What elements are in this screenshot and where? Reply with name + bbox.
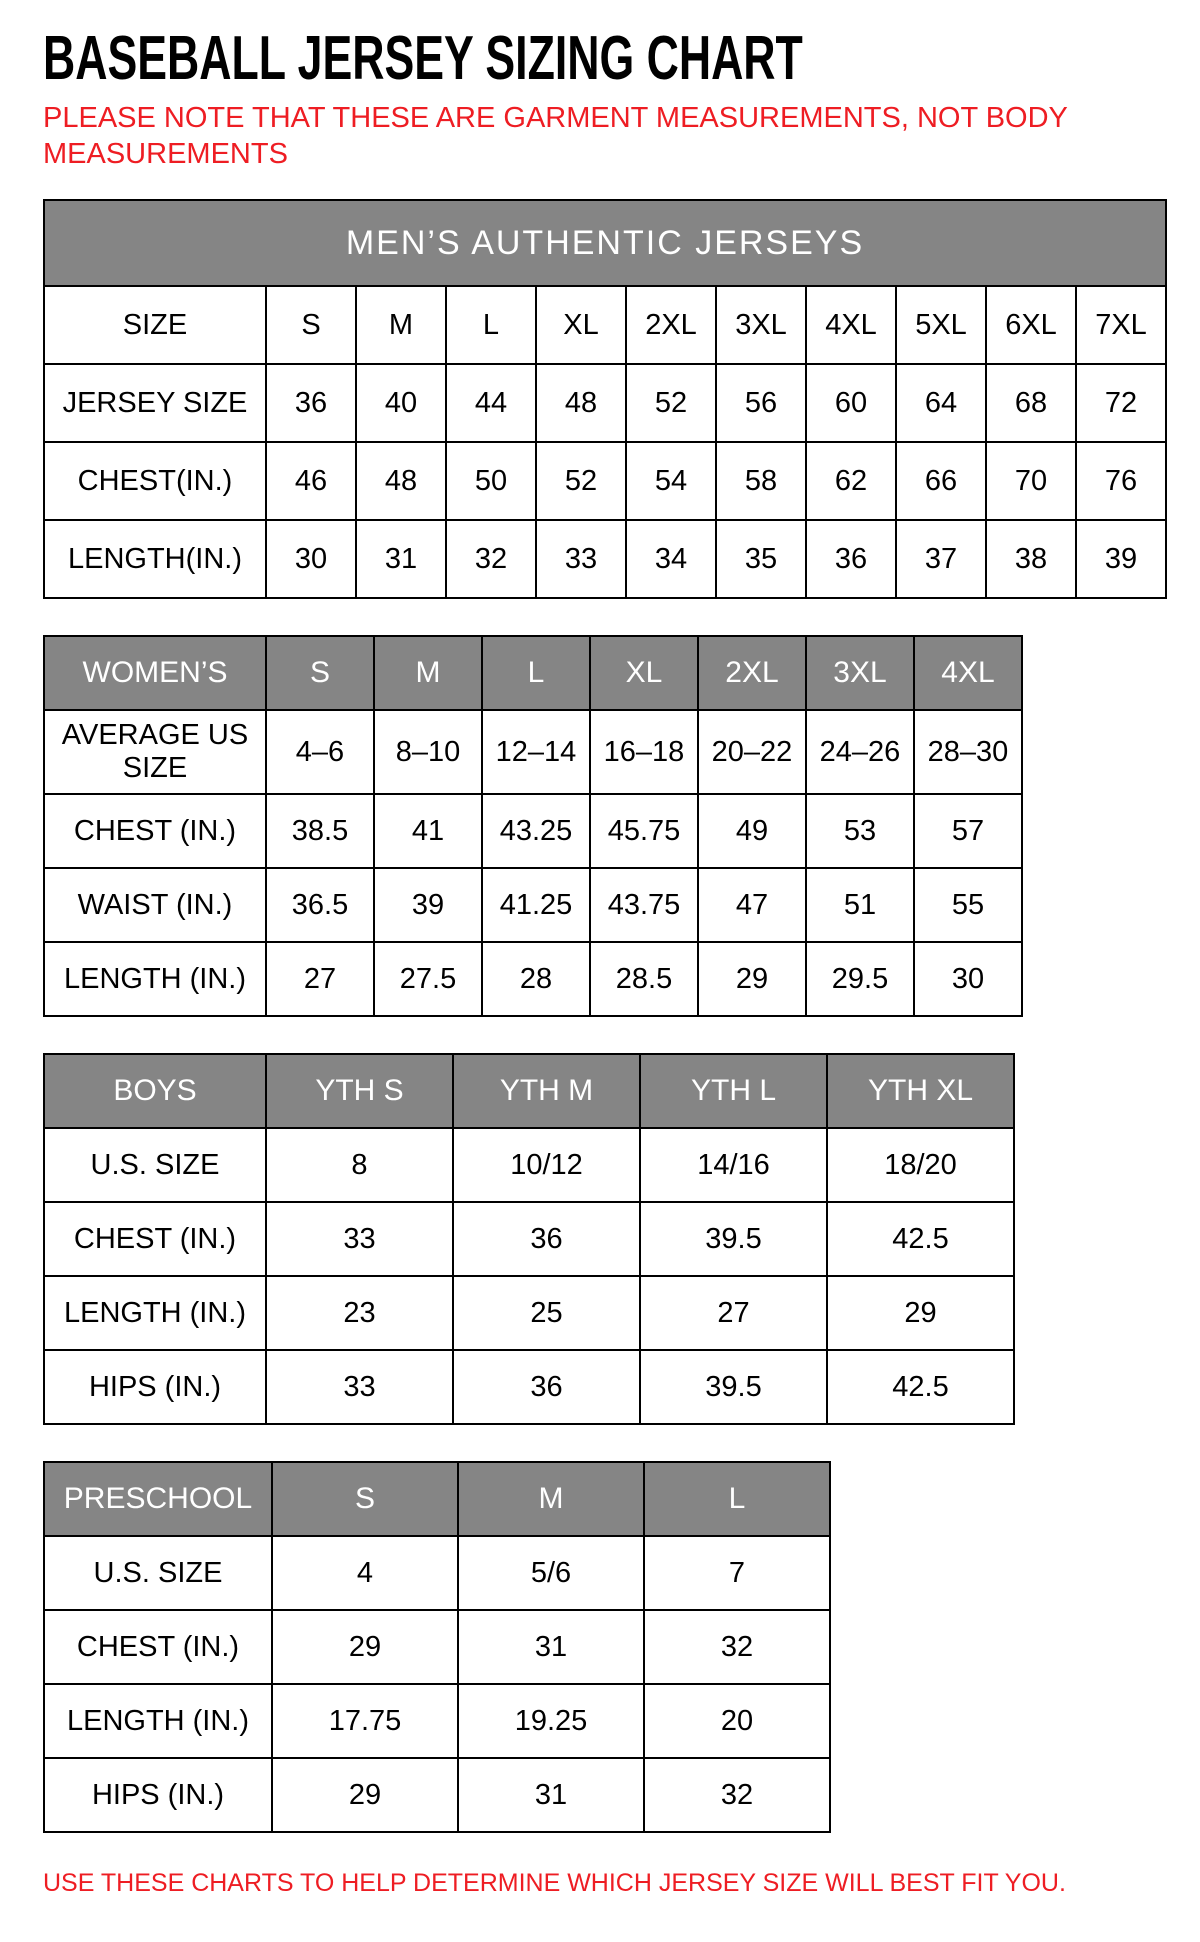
- table-banner: MEN’S AUTHENTIC JERSEYS: [44, 200, 1166, 286]
- cell-value: L: [446, 286, 536, 364]
- cell-value: 29: [272, 1610, 458, 1684]
- cell-value: 36: [453, 1350, 640, 1424]
- cell-value: 48: [356, 442, 446, 520]
- cell-value: 27.5: [374, 942, 482, 1016]
- cell-value: 29: [272, 1758, 458, 1832]
- cell-value: 31: [356, 520, 446, 598]
- size-table-mens: [43, 199, 1167, 599]
- column-header: S: [272, 1462, 458, 1536]
- row-label: CHEST (IN.): [44, 794, 266, 868]
- cell-value: 36: [453, 1202, 640, 1276]
- cell-value: 29: [698, 942, 806, 1016]
- cell-value: 31: [458, 1610, 644, 1684]
- row-label: U.S. SIZE: [44, 1128, 266, 1202]
- table-title-cell: BOYS: [44, 1054, 266, 1128]
- cell-value: 34: [626, 520, 716, 598]
- row-label: AVERAGE US SIZE: [44, 710, 266, 794]
- row-label: WAIST (IN.): [44, 868, 266, 942]
- cell-value: 72: [1076, 364, 1166, 442]
- column-header: L: [644, 1462, 830, 1536]
- cell-value: 70: [986, 442, 1076, 520]
- cell-value: 24–26: [806, 710, 914, 794]
- cell-value: 46: [266, 442, 356, 520]
- cell-value: 12–14: [482, 710, 590, 794]
- cell-value: 40: [356, 364, 446, 442]
- cell-value: 50: [446, 442, 536, 520]
- cell-value: 39.5: [640, 1202, 827, 1276]
- garment-measurements-note: PLEASE NOTE THAT THESE ARE GARMENT MEASUREMENTS, NOT BODY MEASUREMENTS: [43, 102, 1068, 171]
- column-header: XL: [590, 636, 698, 710]
- row-label: SIZE: [44, 286, 266, 364]
- cell-value: 45.75: [590, 794, 698, 868]
- cell-value: 20–22: [698, 710, 806, 794]
- cell-value: 43.25: [482, 794, 590, 868]
- table-row: [44, 1128, 1014, 1202]
- cell-value: 33: [266, 1350, 453, 1424]
- cell-value: 31: [458, 1758, 644, 1832]
- cell-value: 52: [536, 442, 626, 520]
- cell-value: 36: [266, 364, 356, 442]
- cell-value: 33: [266, 1202, 453, 1276]
- cell-value: 38: [986, 520, 1076, 598]
- column-header: 3XL: [806, 636, 914, 710]
- row-label: LENGTH (IN.): [44, 1276, 266, 1350]
- page-title: BASEBALL JERSEY SIZING CHART: [43, 24, 803, 93]
- cell-value: 66: [896, 442, 986, 520]
- column-header: YTH S: [266, 1054, 453, 1128]
- cell-value: 8–10: [374, 710, 482, 794]
- cell-value: 57: [914, 794, 1022, 868]
- column-header: 4XL: [914, 636, 1022, 710]
- cell-value: 33: [536, 520, 626, 598]
- row-label: CHEST (IN.): [44, 1202, 266, 1276]
- cell-value: 20: [644, 1684, 830, 1758]
- cell-value: 5/6: [458, 1536, 644, 1610]
- table-title-cell: WOMEN’S: [44, 636, 266, 710]
- cell-value: 41.25: [482, 868, 590, 942]
- table-header-row: [44, 1462, 830, 1536]
- cell-value: 55: [914, 868, 1022, 942]
- cell-value: 56: [716, 364, 806, 442]
- cell-value: S: [266, 286, 356, 364]
- cell-value: 39: [374, 868, 482, 942]
- row-label: LENGTH(IN.): [44, 520, 266, 598]
- cell-value: 49: [698, 794, 806, 868]
- cell-value: 43.75: [590, 868, 698, 942]
- cell-value: 48: [536, 364, 626, 442]
- cell-value: 6XL: [986, 286, 1076, 364]
- cell-value: 30: [266, 520, 356, 598]
- table-row: [44, 1202, 1014, 1276]
- cell-value: 28: [482, 942, 590, 1016]
- table-header-row: [44, 1054, 1014, 1128]
- cell-value: 10/12: [453, 1128, 640, 1202]
- table-row: [44, 364, 1166, 442]
- cell-value: 25: [453, 1276, 640, 1350]
- column-header: YTH M: [453, 1054, 640, 1128]
- cell-value: 42.5: [827, 1202, 1014, 1276]
- cell-value: 17.75: [272, 1684, 458, 1758]
- column-header: M: [458, 1462, 644, 1536]
- cell-value: 37: [896, 520, 986, 598]
- row-label: U.S. SIZE: [44, 1536, 272, 1610]
- table-row: [44, 1684, 830, 1758]
- cell-value: 47: [698, 868, 806, 942]
- cell-value: 3XL: [716, 286, 806, 364]
- cell-value: 44: [446, 364, 536, 442]
- cell-value: 36: [806, 520, 896, 598]
- cell-value: 8: [266, 1128, 453, 1202]
- row-label: JERSEY SIZE: [44, 364, 266, 442]
- cell-value: 16–18: [590, 710, 698, 794]
- size-tables-container: [43, 199, 1172, 1833]
- cell-value: 4: [272, 1536, 458, 1610]
- table-banner-row: [44, 200, 1166, 286]
- cell-value: 32: [644, 1610, 830, 1684]
- cell-value: 18/20: [827, 1128, 1014, 1202]
- cell-value: 27: [640, 1276, 827, 1350]
- column-header: M: [374, 636, 482, 710]
- cell-value: 36.5: [266, 868, 374, 942]
- cell-value: 32: [644, 1758, 830, 1832]
- table-row: [44, 868, 1022, 942]
- table-row: [44, 520, 1166, 598]
- table-row: [44, 286, 1166, 364]
- footer-note: USE THESE CHARTS TO HELP DETERMINE WHICH JERSEY SIZE WILL BEST FIT YOU.: [43, 1869, 1066, 1897]
- row-label: LENGTH (IN.): [44, 942, 266, 1016]
- cell-value: 4–6: [266, 710, 374, 794]
- cell-value: 27: [266, 942, 374, 1016]
- column-header: 2XL: [698, 636, 806, 710]
- row-label: LENGTH (IN.): [44, 1684, 272, 1758]
- cell-value: 30: [914, 942, 1022, 1016]
- cell-value: 41: [374, 794, 482, 868]
- cell-value: 52: [626, 364, 716, 442]
- cell-value: 4XL: [806, 286, 896, 364]
- cell-value: 29.5: [806, 942, 914, 1016]
- table-row: [44, 1536, 830, 1610]
- cell-value: 35: [716, 520, 806, 598]
- cell-value: 53: [806, 794, 914, 868]
- size-table-womens: [43, 635, 1023, 1017]
- row-label: HIPS (IN.): [44, 1758, 272, 1832]
- table-header-row: [44, 636, 1022, 710]
- cell-value: 29: [827, 1276, 1014, 1350]
- table-row: [44, 1276, 1014, 1350]
- cell-value: 7: [644, 1536, 830, 1610]
- cell-value: 51: [806, 868, 914, 942]
- cell-value: 7XL: [1076, 286, 1166, 364]
- cell-value: 28–30: [914, 710, 1022, 794]
- cell-value: 32: [446, 520, 536, 598]
- cell-value: 38.5: [266, 794, 374, 868]
- row-label: HIPS (IN.): [44, 1350, 266, 1424]
- size-table-boys: [43, 1053, 1015, 1425]
- table-row: [44, 710, 1022, 794]
- table-title-cell: PRESCHOOL: [44, 1462, 272, 1536]
- cell-value: 54: [626, 442, 716, 520]
- cell-value: 39: [1076, 520, 1166, 598]
- cell-value: 76: [1076, 442, 1166, 520]
- cell-value: 39.5: [640, 1350, 827, 1424]
- table-row: [44, 1758, 830, 1832]
- cell-value: XL: [536, 286, 626, 364]
- size-table-preschool: [43, 1461, 831, 1833]
- row-label: CHEST (IN.): [44, 1610, 272, 1684]
- cell-value: 14/16: [640, 1128, 827, 1202]
- table-row: [44, 794, 1022, 868]
- column-header: S: [266, 636, 374, 710]
- table-row: [44, 442, 1166, 520]
- column-header: YTH XL: [827, 1054, 1014, 1128]
- cell-value: 19.25: [458, 1684, 644, 1758]
- table-row: [44, 1610, 830, 1684]
- table-row: [44, 942, 1022, 1016]
- row-label: CHEST(IN.): [44, 442, 266, 520]
- column-header: YTH L: [640, 1054, 827, 1128]
- cell-value: 58: [716, 442, 806, 520]
- cell-value: 68: [986, 364, 1076, 442]
- column-header: L: [482, 636, 590, 710]
- cell-value: 62: [806, 442, 896, 520]
- cell-value: 64: [896, 364, 986, 442]
- cell-value: 28.5: [590, 942, 698, 1016]
- cell-value: 5XL: [896, 286, 986, 364]
- cell-value: 23: [266, 1276, 453, 1350]
- cell-value: 2XL: [626, 286, 716, 364]
- cell-value: 60: [806, 364, 896, 442]
- cell-value: 42.5: [827, 1350, 1014, 1424]
- table-row: [44, 1350, 1014, 1424]
- cell-value: M: [356, 286, 446, 364]
